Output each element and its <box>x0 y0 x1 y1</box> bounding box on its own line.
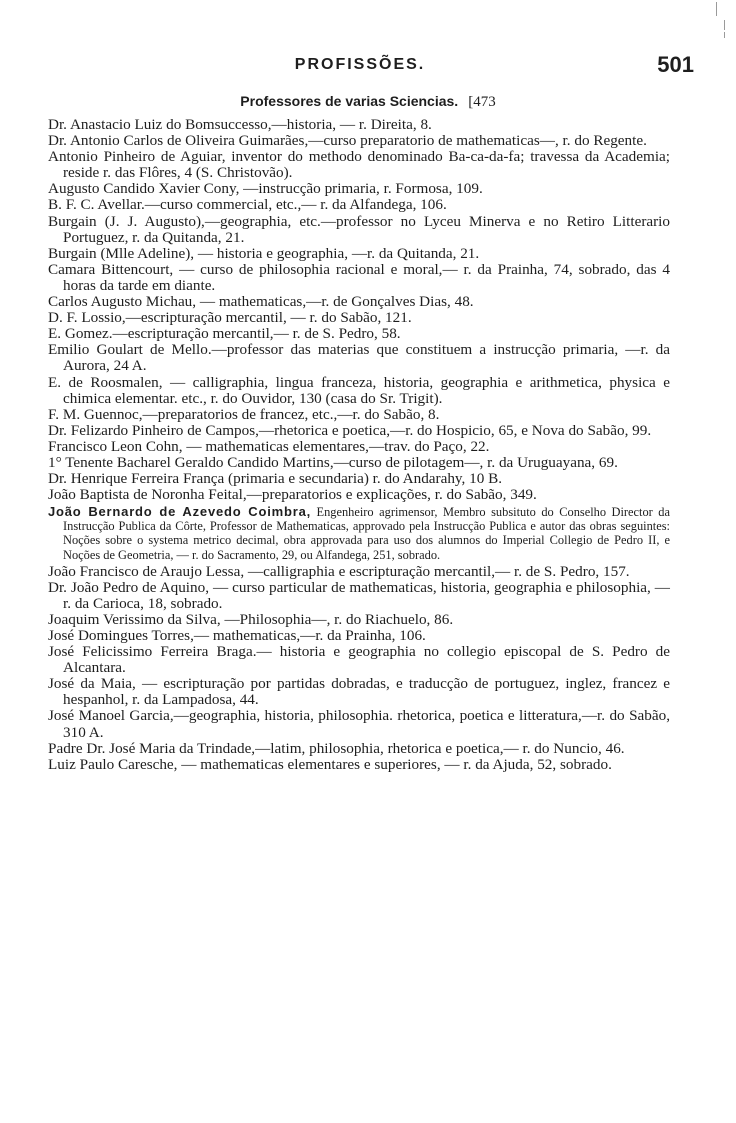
entry-description: Engenheiro agrimensor, Membro subsituto do Conselho Director da Instrucção Publica da Côrte, Professor de Mathematicas, approvado pela Instrucção Publica e autor das obras seguintes: Noções sobre o systema metrico decimal, obra approvada para uso dos alumnos do Imperial Collegio de Pedro II, e Noções de Geometria, — r. do Sacramento, 29, ou Alfandega, 251, sobrado. <box>63 505 670 562</box>
directory-entry: Burgain (Mlle Adeline), — historia e geographia, —r. da Quitanda, 21. <box>48 244 480 262</box>
directory-entry: José Manoel Garcia,—geographia, historia, philosophia. rhetorica, poetica e litteratura,—r. do Sabão, 310 A. <box>48 707 670 741</box>
directory-entry: Luiz Paulo Caresche, — mathematicas elementares e superiores, — r. da Ajuda, 52, sobrado. <box>48 755 612 773</box>
directory-entry: Dr. Anastacio Luiz do Bomsuccesso,—historia, — r. Direita, 8. <box>48 116 432 133</box>
page-number: 501 <box>657 52 694 77</box>
directory-entry: E. de Roosmalen, — calligraphia, lingua franceza, historia, geographia e arithmetica, physica e chimica elementar. etc., r. do Ouvidor, 130 (casa do Sr. Trigit). <box>48 373 670 407</box>
directory-entry: Dr. João Pedro de Aquino, — curso particular de mathematicas, historia, geographia e philosophia, — r. da Carioca, 18, sobrado. <box>48 578 670 612</box>
directory-entry: João Baptista de Noronha Feital,—preparatorios e explicações, r. do Sabão, 349. <box>48 486 537 504</box>
directory-entry: Joaquim Verissimo da Silva, —Philosophia—, r. do Riachuelo, 86. <box>48 610 454 628</box>
directory-entry: B. F. C. Avellar.—curso commercial, etc.,— r. da Alfandega, 106. <box>48 196 447 214</box>
directory-entry: F. M. Guennoc,—preparatorios de francez, etc.,—r. do Sabão, 8. <box>48 405 440 423</box>
directory-entry: João Francisco de Araujo Lessa, —calligraphia e escripturação mercantil,— r. de S. Pedro, 157. <box>48 562 630 580</box>
directory-entry: 1° Tenente Bacharel Geraldo Candido Martins,—curso de pilotagem—, r. da Uruguayana, 69. <box>48 453 618 471</box>
directory-entry: Burgain (J. J. Augusto),—geographia, etc.—professor no Lyceu Minerva e no Retiro Litterario Portuguez, r. da Quitanda, 21. <box>48 212 670 246</box>
running-title: PROFISSÕES. <box>294 56 426 73</box>
directory-entry: Carlos Augusto Michau, — mathematicas,—r. de Gonçalves Dias, 48. <box>48 293 474 311</box>
page-header <box>40 52 694 84</box>
directory-entry: Camara Bittencourt, — curso de philosophia racional e moral,— r. da Prainha, 74, sobrado, das 4 horas da tarde em diante. <box>48 260 670 294</box>
directory-entry: José Domingues Torres,— mathematicas,—r. da Prainha, 106. <box>48 627 426 644</box>
directory-entry: D. F. Lossio,—escripturação mercantil, — r. do Sabão, 121. <box>48 309 412 327</box>
directory-entry: Francisco Leon Cohn, — mathematicas elementares,—trav. do Paço, 22. <box>48 437 490 455</box>
directory-entry: José Felicissimo Ferreira Braga.— historia e geographia no collegio episcopal de S. Pedro de Alcantara. <box>48 643 670 677</box>
directory-entry: Emilio Goulart de Mello.—professor das materias que constituem a instrucção primaria, —r. da Aurora, 24 A. <box>48 341 670 375</box>
page-edge-marks <box>713 2 731 42</box>
directory-entry: E. Gomez.—escripturação mercantil,— r. de S. Pedro, 58. <box>48 325 401 343</box>
directory-entry: Antonio Pinheiro de Aguiar, inventor do methodo denominado Ba-ca-da-fa; travessa da Academia; reside r. das Flôres, 4 (S. Christovão). <box>48 148 670 182</box>
directory-entry: José da Maia, — escripturação por partidas dobradas, e traducção de portuguez, inglez, francez e hespanhol, r. da Lampadosa, 44. <box>48 675 670 709</box>
directory-entry: Padre Dr. José Maria da Trindade,—latim, philosophia, rhetorica e poetica,— r. do Nuncio, 46. <box>48 739 625 757</box>
directory-entry: Augusto Candido Xavier Cony, —instrucção primaria, r. Formosa, 109. <box>48 180 483 198</box>
section-heading <box>0 93 736 111</box>
directory-entry: Dr. Felizardo Pinheiro de Campos,—rhetorica e poetica,—r. do Hospicio, 65, e Nova do Sabão, 99. <box>48 421 652 439</box>
section-title: Professores de varias Sciencias. <box>240 93 459 109</box>
entry-name-bold: João Bernardo de Azevedo Coimbra, <box>48 504 312 520</box>
section-reference: [473 <box>468 94 496 110</box>
directory-entry-advertisement <box>48 505 670 561</box>
entry-list <box>48 117 670 773</box>
directory-entry: Dr. Henrique Ferreira França (primaria e secundaria) r. do Andarahy, 10 B. <box>48 470 503 488</box>
directory-entry: Dr. Antonio Carlos de Oliveira Guimarães,—curso preparatorio de mathematicas—, r. do Regente. <box>48 132 647 150</box>
